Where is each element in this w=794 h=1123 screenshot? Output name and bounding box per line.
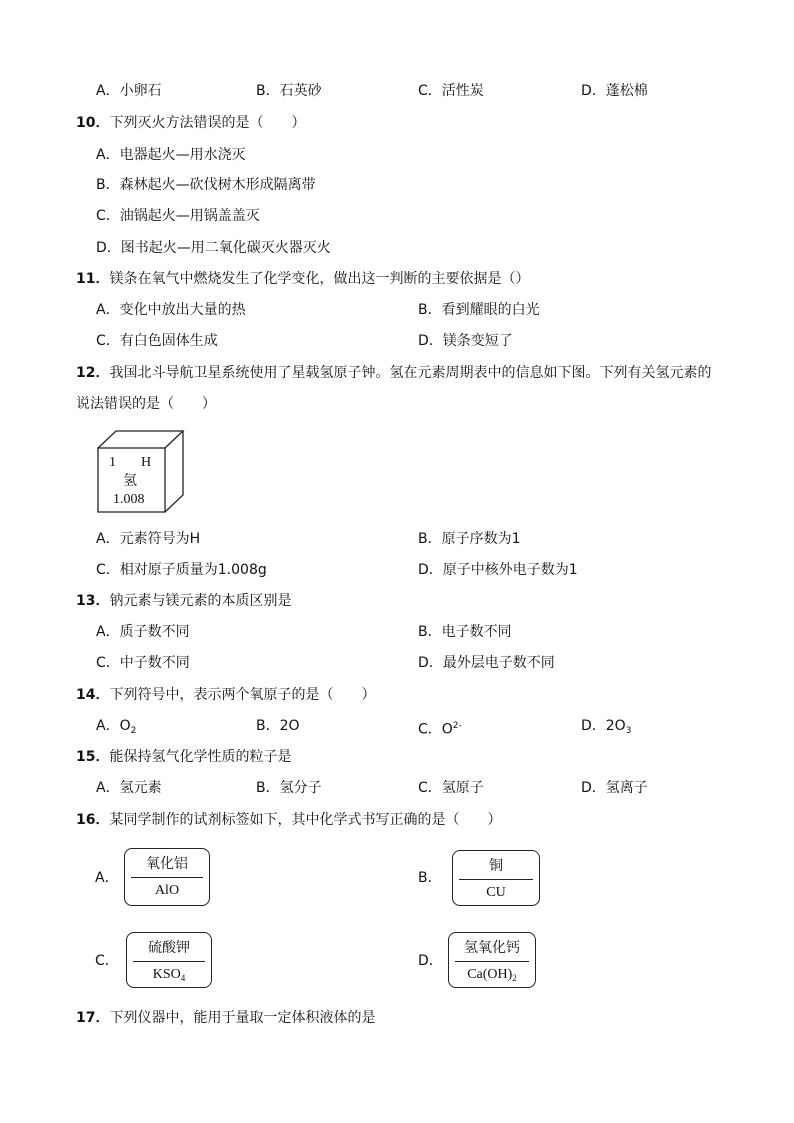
question-number: 15． xyxy=(76,749,110,765)
q10-option-b: B．森林起火—砍伐树木形成隔离带 xyxy=(96,177,316,193)
q9-option-b: B．石英砂 xyxy=(256,83,322,99)
reagent-label-c xyxy=(126,932,212,988)
q10-option-d: D．图书起火—用二氧化碳灭火器灭火 xyxy=(96,240,331,256)
label-formula: AlO xyxy=(154,883,180,898)
q13-option-c: C．中子数不同 xyxy=(96,655,190,671)
atomic-number: 1 xyxy=(109,455,116,470)
q14-option-a: A．$O_2$ xyxy=(96,718,137,736)
question-stem: 能保持氢气化学性质的粒子是 xyxy=(109,749,292,765)
reagent-label-d xyxy=(448,932,536,988)
q13-option-b: B．电子数不同 xyxy=(418,624,512,640)
q14-option-c: C．$O^{2-}$ xyxy=(418,721,462,738)
question-16 xyxy=(76,811,501,829)
question-stem: 下列符号中，表示两个氧原子的是（ ） xyxy=(109,687,376,703)
q10-option-c: C．油锅起火—用锅盖盖灭 xyxy=(96,208,260,224)
question-number: 11． xyxy=(76,271,110,287)
q16-option-a-letter: A． xyxy=(95,870,119,886)
question-10 xyxy=(76,114,305,132)
q16-option-d-letter: D． xyxy=(418,953,443,969)
q12-option-b: B．原子序数为1 xyxy=(418,531,521,547)
question-number: 10． xyxy=(76,115,110,131)
label-divider xyxy=(133,961,205,962)
question-number: 14． xyxy=(76,687,110,703)
q15-option-b: B．氢分子 xyxy=(256,780,322,796)
q16-option-b-letter: B． xyxy=(418,870,442,886)
question-12-stem-line2: 说法错误的是（ ） xyxy=(76,396,216,412)
q16-option-c-letter: C． xyxy=(95,953,119,969)
question-stem: 下列灭火方法错误的是（ ） xyxy=(109,115,306,131)
label-name: 氢氧化钙 xyxy=(464,940,520,956)
label-formula: $Ca(OH)_2$ xyxy=(467,967,517,983)
q14-option-b: B．2O xyxy=(256,718,300,734)
question-stem: 下列仪器中，能用于量取一定体积液体的是 xyxy=(109,1010,376,1026)
q12-option-c: C．相对原子质量为1.008g xyxy=(96,562,267,578)
question-14 xyxy=(76,686,375,704)
question-12 xyxy=(76,364,711,382)
label-divider xyxy=(455,961,529,962)
q11-option-c: C．有白色固体生成 xyxy=(96,333,218,349)
question-number: 16． xyxy=(76,812,110,828)
question-13 xyxy=(76,592,291,610)
q9-option-c: C．活性炭 xyxy=(418,83,484,99)
question-11 xyxy=(76,270,529,288)
q11-option-b: B．看到耀眼的白光 xyxy=(418,302,540,318)
question-number: 13． xyxy=(76,593,110,609)
q13-option-d: D．最外层电子数不同 xyxy=(418,655,555,671)
question-number: 12． xyxy=(76,365,110,381)
question-stem: 镁条在氧气中燃烧发生了化学变化，做出这一判断的主要依据是（） xyxy=(109,271,530,287)
reagent-label-b xyxy=(452,850,540,906)
q9-option-a: A．小卵石 xyxy=(96,83,162,99)
q14-option-d: D．$2O_3$ xyxy=(581,718,632,736)
q15-option-d: D．氢离子 xyxy=(581,780,648,796)
q13-option-a: A．质子数不同 xyxy=(96,624,190,640)
element-symbol: H xyxy=(141,455,152,470)
label-name: 铜 xyxy=(489,858,503,874)
reagent-label-a xyxy=(124,848,210,906)
label-divider xyxy=(131,877,203,878)
q11-option-a: A．变化中放出大量的热 xyxy=(96,302,246,318)
question-number: 17． xyxy=(76,1010,110,1026)
label-name: 硫酸钾 xyxy=(148,940,190,956)
q10-option-a: A．电器起火—用水浇灭 xyxy=(96,147,246,163)
question-stem: 某同学制作的试剂标签如下，其中化学式书写正确的是（ ） xyxy=(109,812,502,828)
question-stem: 钠元素与镁元素的本质区别是 xyxy=(109,593,292,609)
q15-option-a: A．氢元素 xyxy=(96,780,162,796)
question-stem: 我国北斗导航卫星系统使用了星载氢原子钟。氢在元素周期表中的信息如下图。下列有关氢元素的 xyxy=(109,365,712,381)
atomic-mass: 1.008 xyxy=(113,492,145,507)
label-formula: $KSO_4$ xyxy=(152,967,186,983)
q9-option-d: D．蓬松棉 xyxy=(581,83,648,99)
element-name: 氢 xyxy=(123,473,137,489)
q15-option-c: C．氢原子 xyxy=(418,780,484,796)
q11-option-d: D．镁条变短了 xyxy=(418,333,513,349)
label-formula: CU xyxy=(486,885,506,900)
question-17 xyxy=(76,1009,375,1027)
q12-option-a: A．元素符号为H xyxy=(96,531,201,547)
label-name: 氧化铝 xyxy=(146,856,188,872)
periodic-table-cell xyxy=(97,430,185,514)
q12-option-d: D．原子中核外电子数为1 xyxy=(418,562,578,578)
question-15 xyxy=(76,748,291,766)
label-divider xyxy=(459,879,533,880)
